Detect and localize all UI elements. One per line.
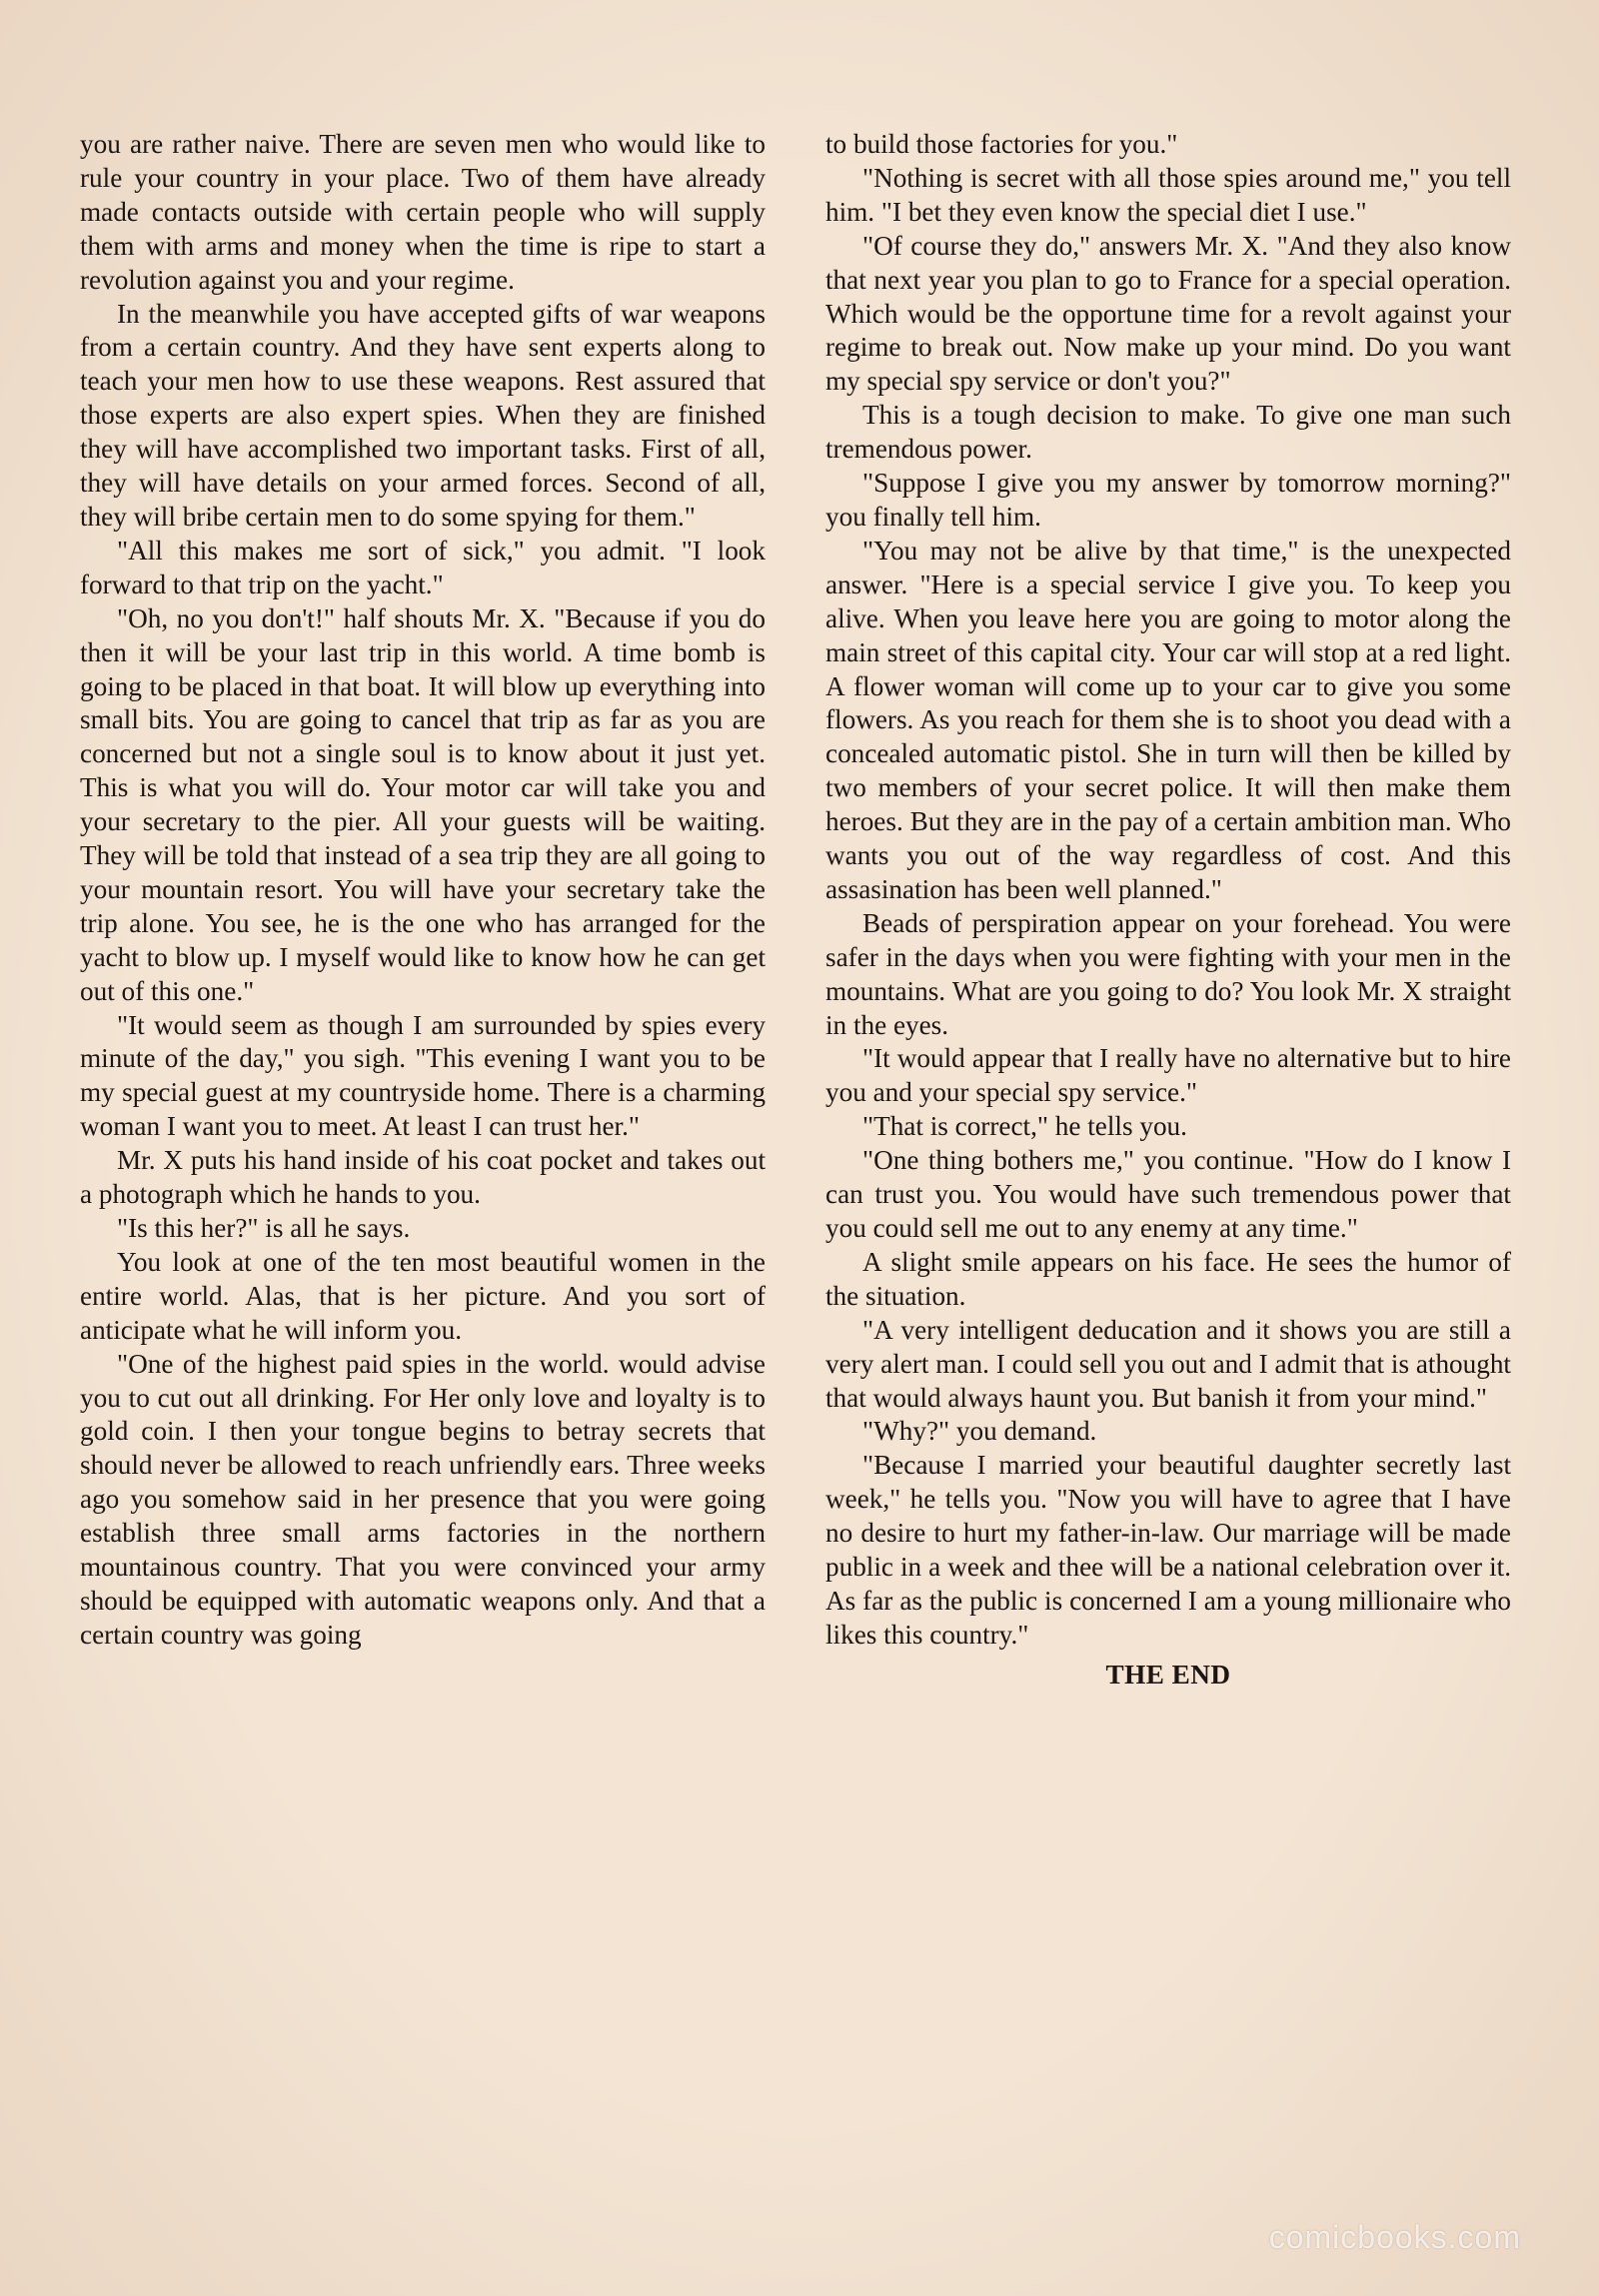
paragraph: Beads of perspiration appear on your forehead. You were safer in the days when you were fighting with your men in the mountains. What are you going to do? You look Mr. X straight in the eyes. — [825, 907, 1511, 1040]
paragraph: A slight smile appears on his face. He sees the humor of the situation. — [825, 1246, 1511, 1311]
paragraph: "All this makes me sort of sick," you admit. "I look forward to that trip on the yacht." — [80, 535, 766, 599]
paragraph: "Suppose I give you my answer by tomorrow morning?" you finally tell him. — [825, 468, 1511, 532]
paragraph: "Is this her?" is all he says. — [117, 1213, 411, 1243]
paragraph: "Oh, no you don't!" half shouts Mr. X. "Because if you do then it will be your last trip in this world. A time bomb is going to be placed in that boat. It will blow up everything into small bits. You are going to cancel that trip as far as you are concerned but not a single soul is to know about it just yet. This is what you will do. Your motor car will take you and your secretary to the pier. All your guests will be waiting. They will be told that instead of a sea trip they are all going to your mountain resort. You will have your secretary take the trip alone. You see, he is the one who has arranged for the yacht to blow up. I myself would like to know how he can get out of this one." — [80, 602, 766, 1006]
paragraph: "That is correct," he tells you. — [862, 1111, 1187, 1142]
paragraph: Mr. X puts his hand inside of his coat pocket and takes out a photograph which he hands to you. — [80, 1145, 766, 1210]
paragraph: This is a tough decision to make. To give one man such tremendous power. — [825, 400, 1511, 465]
paragraph: "Nothing is secret with all those spies around me," you tell him. "I bet they even know the special diet I use." — [825, 162, 1511, 227]
paragraph: "It would appear that I really have no alternative but to hire you and your special spy service." — [825, 1043, 1511, 1108]
paragraph: "Why?" you demand. — [862, 1416, 1097, 1447]
paragraph: You look at one of the ten most beautiful women in the entire world. Alas, that is her picture. And you sort of anticipate what he will inform you. — [80, 1246, 766, 1345]
left-column — [80, 128, 766, 1653]
paragraph: "It would seem as though I am surrounded by spies every minute of the day," you sigh. "This evening I want you to be my special guest at my countryside home. There is a charming woman I want you to meet. At least I can trust her." — [80, 1009, 766, 1142]
paragraph: to build those factories for you." — [825, 129, 1178, 159]
watermark: comicbooks.com — [1268, 2219, 1521, 2255]
paragraph: "A very intelligent deducation and it shows you are still a very alert man. I could sell you out and I admit that is athought that would always haunt you. But banish it from your mind." — [825, 1314, 1511, 1413]
paragraph: "One of the highest paid spies in the world. would advise you to cut out all drinking. For Her only love and loyalty is to gold coin. I then your tongue begins to betray secrets that should never be allowed to reach unfriendly ears. Three weeks ago you somehow said in her presence that you were going establish three small arms factories in the northern mountainous country. That you were convinced your army should be equipped with automatic weapons only. And that a certain country was going — [80, 1348, 766, 1650]
paragraph: "You may not be alive by that time," is the unexpected answer. "Here is a special service I give you. To keep you alive. When you leave here you are going to motor along the main street of this capital city. Your car will stop at a red light. A flower woman will come up to your car to give you some flowers. As you reach for them she is to shoot you dead with a concealed automatic pistol. She in turn will then be killed by two members of your secret police. It will then make them heroes. But they are in the pay of a certain ambition man. Who wants you out of the way regardless of cost. And this assasination has been well planned." — [825, 535, 1511, 904]
the-end-label: THE END — [1105, 1659, 1231, 1690]
right-column — [825, 128, 1511, 1693]
paragraph: "Of course they do," answers Mr. X. "And they also know that next year you plan to go to France for a special operation. Which would be the opportune time for a revolt against your regime to break out. Now make up your mind. Do you want my special spy service or don't you?" — [825, 230, 1511, 397]
paragraph: you are rather naive. There are seven men who would like to rule your country in your place. Two of them have already made contacts outside with certain people who will supply them with arms and money when the time is ripe to start a revolution against you and your regime. — [80, 129, 766, 295]
paragraph: In the meanwhile you have accepted gifts of war weapons from a certain country. And they have sent experts along to teach your men how to use these weapons. Rest assured that those experts are also expert spies. When they are finished they will have accomplished two important tasks. First of all, they will have details on your armed forces. Second of all, they will bribe certain men to do some spying for them." — [80, 298, 766, 532]
paragraph: "One thing bothers me," you continue. "How do I know I can trust you. You would have such tremendous power that you could sell me out to any enemy at any time." — [825, 1145, 1511, 1243]
paragraph: "Because I married your beautiful daughter secretly last week," he tells you. "Now you will have to agree that I have no desire to hurt my father-in-law. Our marriage will be made public in a week and thee will be a national celebration over it. As far as the public is concerned I am a young millionaire who likes this country." — [825, 1450, 1511, 1650]
